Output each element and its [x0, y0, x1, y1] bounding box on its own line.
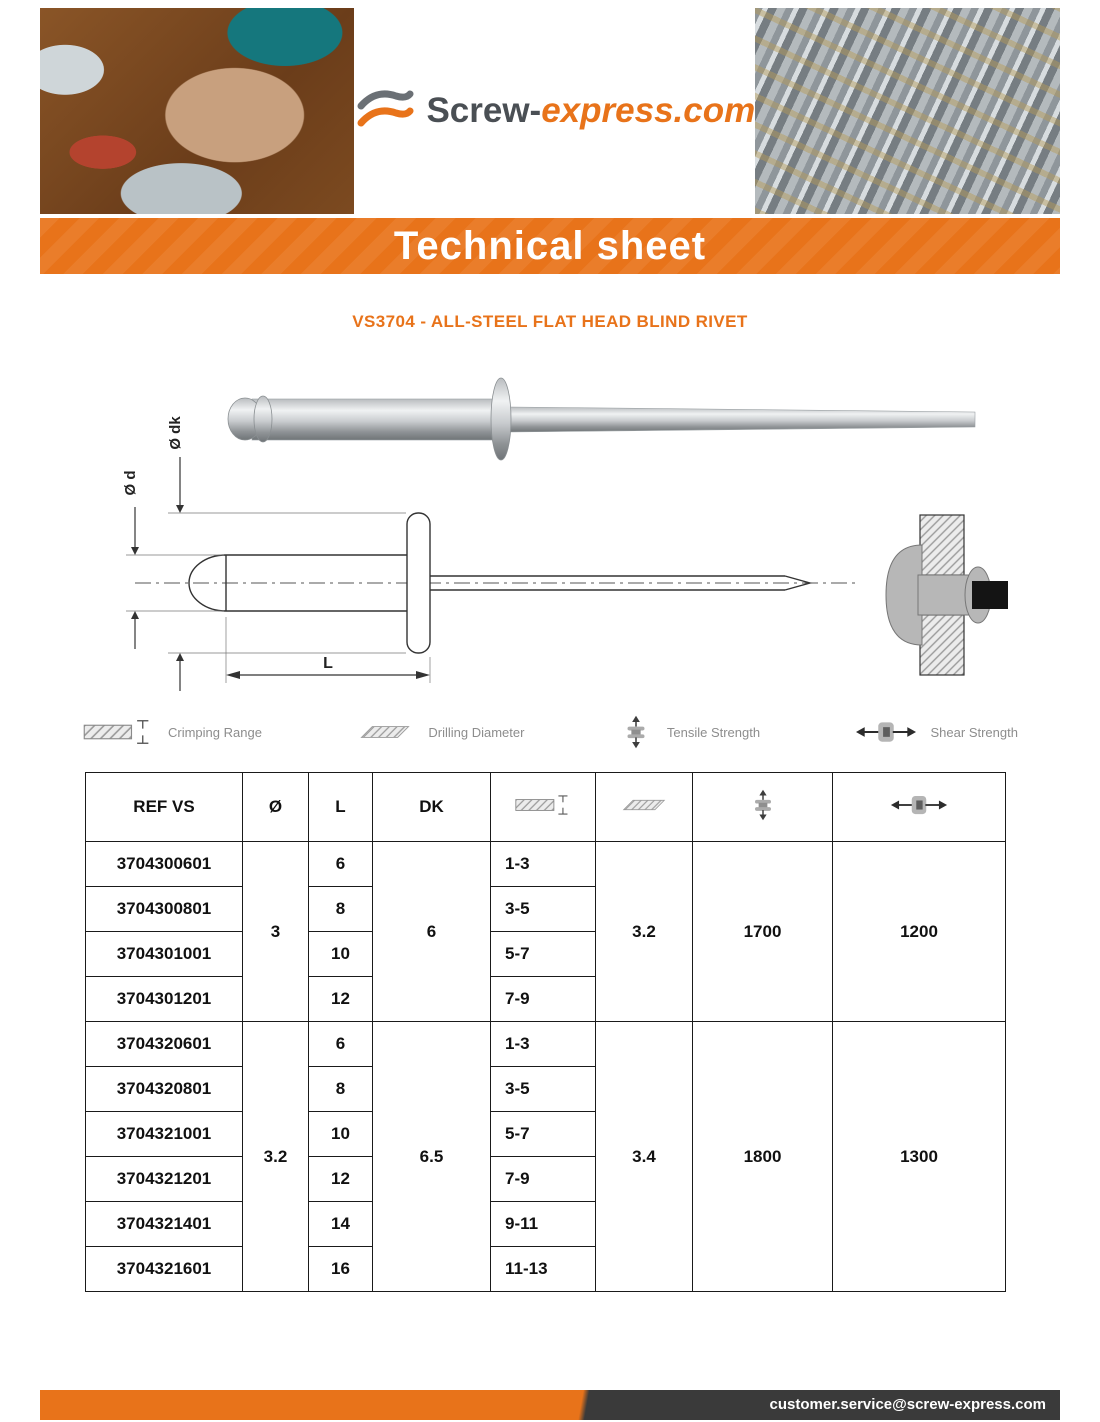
length-cell: 8	[309, 1067, 373, 1112]
header-drilling	[596, 773, 693, 842]
tensile-cell: 1700	[693, 842, 833, 1022]
crimp-cell: 1-3	[491, 1022, 596, 1067]
crimping-range-icon	[82, 717, 154, 747]
drill-cell: 3.4	[596, 1022, 693, 1292]
ref-cell: 3704300801	[86, 887, 243, 932]
ref-cell: 3704301001	[86, 932, 243, 977]
shear-cell: 1200	[833, 842, 1006, 1022]
footer-email: customer.service@screw-express.com	[769, 1396, 1046, 1413]
ref-cell: 3704320601	[86, 1022, 243, 1067]
legend-tensile	[619, 712, 760, 752]
dk-cell: 6.5	[373, 1022, 491, 1292]
dk-cell: 6	[373, 842, 491, 1022]
diameter-cell: 3	[243, 842, 309, 1022]
logo-prefix: Screw-	[426, 91, 542, 130]
logo-suffix: express.com	[541, 91, 756, 130]
legend-shear-label: Shear Strength	[930, 724, 1018, 740]
ref-cell: 3704301201	[86, 977, 243, 1022]
drilling-diameter-icon	[356, 720, 414, 744]
length-cell: 16	[309, 1247, 373, 1292]
shear-cell: 1300	[833, 1022, 1006, 1292]
spec-table	[85, 772, 1006, 1292]
tensile-strength-icon	[747, 786, 779, 824]
table-header-row	[86, 773, 1006, 842]
diameter-cell: 3.2	[243, 1022, 309, 1292]
footer-bar	[40, 1390, 1060, 1420]
drill-cell: 3.2	[596, 842, 693, 1022]
crimp-cell: 7-9	[491, 1157, 596, 1202]
band-title: Technical sheet	[393, 223, 707, 268]
header-shear	[833, 773, 1006, 842]
logo-text	[426, 91, 755, 131]
shear-strength-icon	[890, 793, 948, 817]
tensile-strength-icon	[619, 712, 653, 752]
cross-section	[886, 515, 1008, 675]
dim-dk-label: Ø dk	[167, 416, 184, 450]
ref-cell: 3704321601	[86, 1247, 243, 1292]
product-title: VS3704 - ALL-STEEL FLAT HEAD BLIND RIVET	[352, 312, 748, 331]
length-cell: 6	[309, 842, 373, 887]
crimp-cell: 11-13	[491, 1247, 596, 1292]
logo-swoosh-icon	[354, 85, 416, 137]
screws-photo	[755, 8, 1060, 214]
rivet-drawing-svg	[40, 365, 1060, 697]
legend-drilling-label: Drilling Diameter	[428, 724, 525, 740]
legend-crimping	[82, 717, 262, 747]
length-cell: 10	[309, 1112, 373, 1157]
crimp-cell: 5-7	[491, 932, 596, 977]
length-cell: 12	[309, 977, 373, 1022]
legend-row	[40, 708, 1060, 756]
length-cell: 14	[309, 1202, 373, 1247]
crimp-cell: 3-5	[491, 1067, 596, 1112]
table-row	[86, 842, 1006, 887]
legend-tensile-label: Tensile Strength	[666, 724, 761, 740]
header-length: L	[309, 773, 373, 842]
crimp-cell: 1-3	[491, 842, 596, 887]
crimp-cell: 5-7	[491, 1112, 596, 1157]
crimp-cell: 9-11	[491, 1202, 596, 1247]
length-cell: 8	[309, 887, 373, 932]
ref-cell: 3704300601	[86, 842, 243, 887]
shear-strength-icon	[855, 719, 917, 745]
logo	[354, 8, 755, 214]
header-diameter: Ø	[243, 773, 309, 842]
crimping-range-icon	[514, 793, 572, 817]
rivet-photo	[228, 378, 975, 460]
tensile-cell: 1800	[693, 1022, 833, 1292]
header-ref: REF VS	[86, 773, 243, 842]
header-tensile	[693, 773, 833, 842]
dim-d-label: Ø d	[122, 470, 139, 496]
drilling-diameter-icon	[619, 794, 669, 816]
header	[40, 8, 1060, 214]
title-band	[40, 218, 1060, 274]
legend-crimping-label: Crimping Range	[168, 724, 262, 740]
header-dk: DK	[373, 773, 491, 842]
length-cell: 12	[309, 1157, 373, 1202]
legend-drilling	[356, 720, 524, 744]
legend-shear	[855, 719, 1018, 745]
header-crimping	[491, 773, 596, 842]
workbench-photo	[40, 8, 354, 214]
dimensions	[122, 416, 430, 691]
crimp-cell: 7-9	[491, 977, 596, 1022]
ref-cell: 3704321001	[86, 1112, 243, 1157]
technical-drawing	[40, 365, 1060, 697]
dim-l-label: L	[323, 655, 333, 672]
ref-cell: 3704320801	[86, 1067, 243, 1112]
ref-cell: 3704321401	[86, 1202, 243, 1247]
ref-cell: 3704321201	[86, 1157, 243, 1202]
table-row	[86, 1022, 1006, 1067]
crimp-cell: 3-5	[491, 887, 596, 932]
length-cell: 6	[309, 1022, 373, 1067]
length-cell: 10	[309, 932, 373, 977]
